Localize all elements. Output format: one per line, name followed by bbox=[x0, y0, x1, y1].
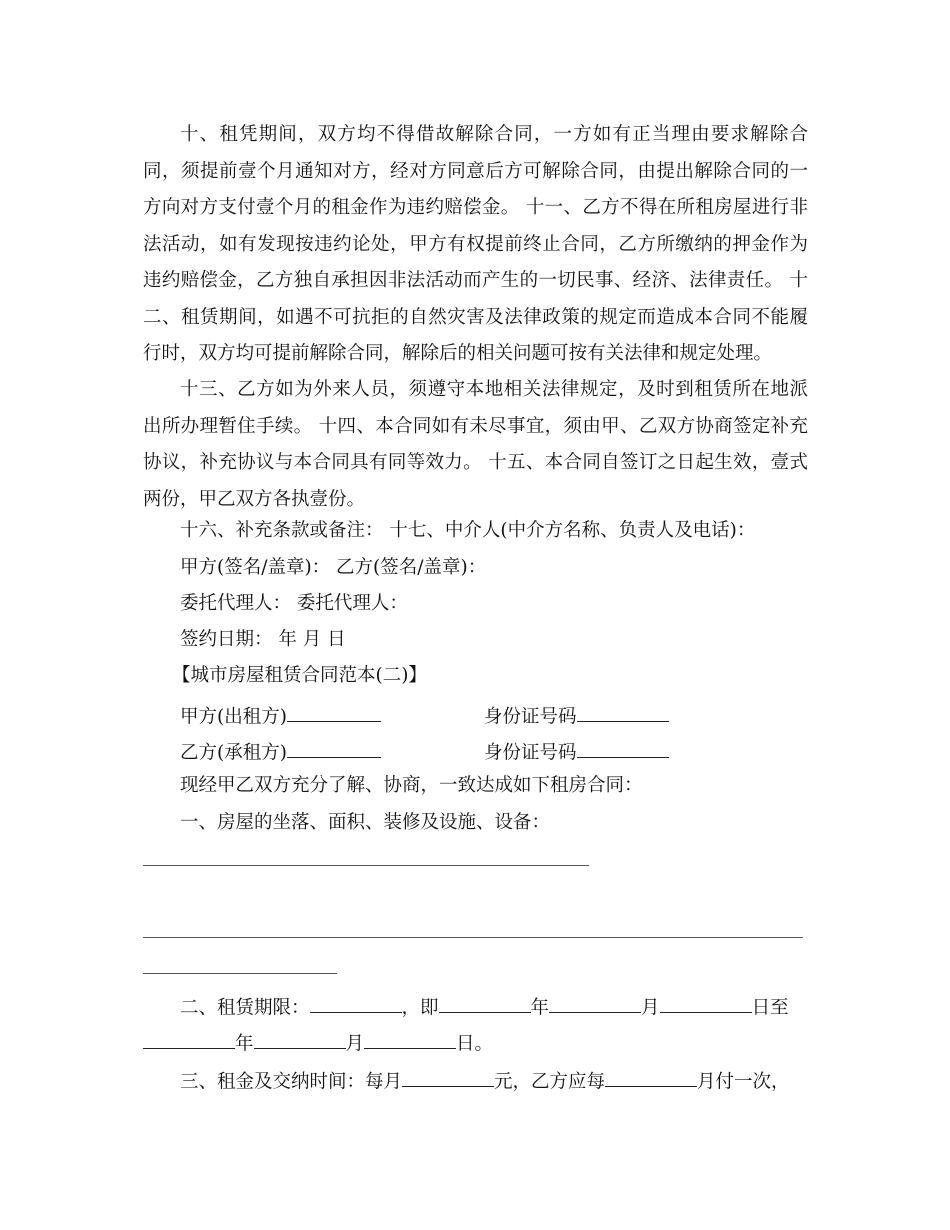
clause-2-text: 日。 bbox=[456, 1033, 494, 1055]
clause-3-line bbox=[180, 1067, 790, 1094]
clause-2-text: 年 bbox=[530, 997, 550, 1019]
clause-2-prefix: 二、租赁期限： bbox=[180, 997, 310, 1019]
party-a-id-label: 身份证号码 bbox=[484, 706, 577, 728]
clause-3-prefix: 三、租金及交纳时间：每月 bbox=[180, 1071, 403, 1093]
payment-interval-blank[interactable] bbox=[605, 1067, 697, 1087]
clause-2-text: 年 bbox=[235, 1033, 254, 1055]
clause-2-line-1 bbox=[180, 993, 789, 1020]
fill-in-rule[interactable] bbox=[143, 937, 803, 938]
sign-date-line: 签约日期： 年 月 日 bbox=[180, 629, 346, 650]
party-b-blank[interactable] bbox=[287, 738, 381, 758]
contract-paragraph-residency: 十三、乙方如为外来人员，须遵守本地相关法律规定，及时到租赁所在地派出所办理暂住手续。 十四、本合同如有未尽事宜，须由甲、乙双方协商签定补充协议，补充协议与本合同具有同等效力。 十五、本合同自签订之日起生效，壹式两份，甲乙双方各执壹份。 bbox=[143, 379, 808, 510]
party-a-id-blank[interactable] bbox=[577, 702, 669, 722]
clause-3-text: 月付一次， bbox=[697, 1071, 790, 1093]
party-b-label: 乙方(承租方) bbox=[180, 742, 287, 764]
clause-1-heading: 一、房屋的坐落、面积、装修及设施、设备： bbox=[180, 812, 551, 833]
supplement-line: 十六、补充条款或备注： 十七、中介人(中介方名称、负责人及电话)： bbox=[180, 520, 756, 541]
clause-2-text: ，即 bbox=[401, 997, 439, 1019]
clause-2-text: 日至 bbox=[751, 997, 789, 1019]
party-a-id-row bbox=[484, 702, 669, 729]
term-blank[interactable] bbox=[310, 993, 402, 1013]
contract-paragraph-termination: 十、租凭期间，双方均不得借故解除合同，一方如有正当理由要求解除合同，须提前壹个月通知对方，经对方同意后方可解除合同，由提出解除合同的一方向对方支付壹个月的租金作为违约赔偿金。 十一、乙方不得在所租房屋进行非法活动，如有发现按违约论处，甲方有权提前终止合同，乙方所缴纳的押金作为违约赔偿金，乙方独自承担因非法活动而产生的一切民事、经济、法律责任。 十二、租赁期间，如遇不可抗拒的自然灾害及法律政策的规定而造成本合同不能履行时，双方均可提前解除合同，解除后的相关问题可按有关法律和规定处理。 bbox=[143, 124, 808, 364]
clause-2-text: 月 bbox=[345, 1033, 365, 1055]
party-b-id-row bbox=[484, 738, 669, 765]
monthly-rent-blank[interactable] bbox=[402, 1067, 494, 1087]
start-year-blank[interactable] bbox=[439, 993, 531, 1013]
party-b-row bbox=[180, 738, 381, 765]
end-month-blank[interactable] bbox=[254, 1029, 346, 1049]
fill-in-rule[interactable] bbox=[143, 973, 337, 974]
clause-3-text: 元，乙方应每 bbox=[494, 1071, 606, 1093]
start-month-blank[interactable] bbox=[549, 993, 641, 1013]
party-b-id-label: 身份证号码 bbox=[484, 742, 577, 764]
section-title: 【城市房屋租赁合同范本(二)】 bbox=[172, 665, 427, 686]
clause-2-text: 月 bbox=[641, 997, 660, 1019]
party-a-blank[interactable] bbox=[287, 702, 381, 722]
start-day-blank[interactable] bbox=[660, 993, 752, 1013]
signature-line: 甲方(签名/盖章)： 乙方(签名/盖章)： bbox=[180, 557, 487, 578]
intro-line: 现经甲乙双方充分了解、协商，一致达成如下租房合同： bbox=[180, 775, 643, 796]
end-year-blank[interactable] bbox=[143, 1029, 235, 1049]
party-a-label: 甲方(出租方) bbox=[180, 706, 287, 728]
end-day-blank[interactable] bbox=[364, 1029, 456, 1049]
party-b-id-blank[interactable] bbox=[577, 738, 669, 758]
clause-2-line-2 bbox=[143, 1029, 493, 1056]
agent-line: 委托代理人： 委托代理人： bbox=[180, 593, 408, 614]
fill-in-rule[interactable] bbox=[143, 865, 589, 866]
party-a-row bbox=[180, 702, 381, 729]
